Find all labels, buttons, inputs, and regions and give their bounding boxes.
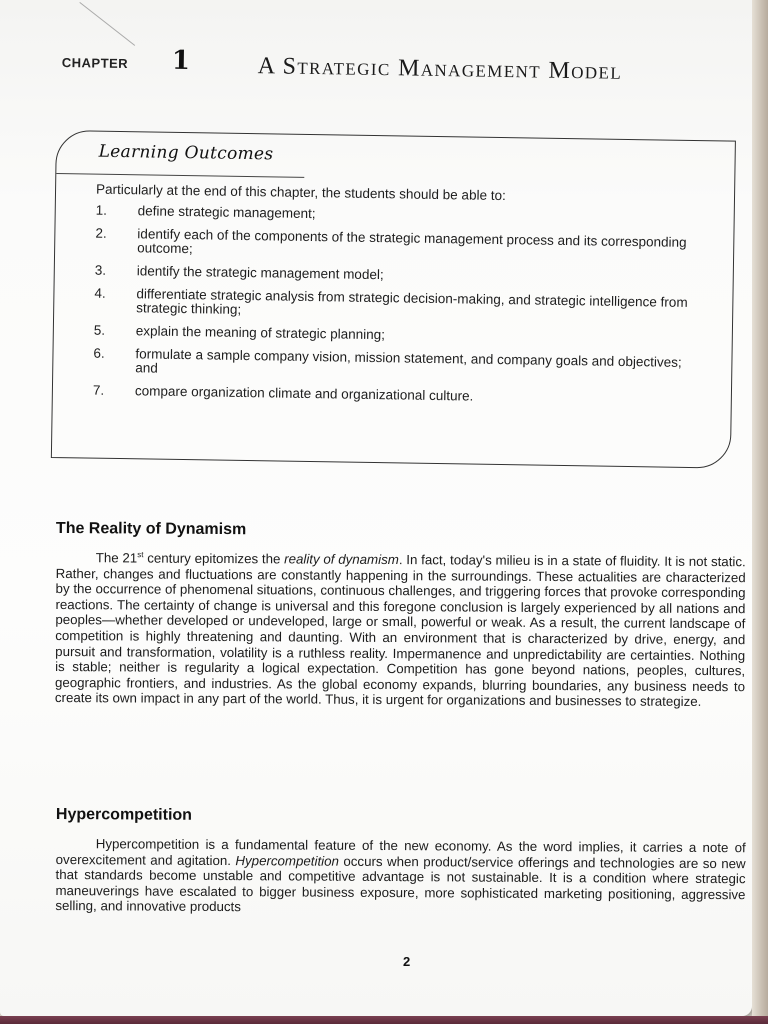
- emphasis-text: reality of dynamism: [284, 551, 399, 568]
- outcome-text: explain the meaning of strategic planning;: [135, 323, 386, 343]
- outcome-number: 4.: [94, 285, 106, 301]
- section-heading: The Reality of Dynamism: [55, 520, 247, 539]
- text-run: . In fact, today's milieu is in a state of fluidity. It is not static. Rather, changes and fluctuations are constantly happening in the surroundings. These actualities are characterized by the occurrence of phenomenal situations, continuous challenges, and triggering forces that provoke corresponding reactions. The certainty of change is universal and this foregone conclusion is largely experienced by all nations and peoples—whether developed or undeveloped, large or small, powerful or weak. As a result, the current landscape of competition is highly threatening and daunting. With an environment that is characterized by drive, energy, and pursuit and transformation, volatility is a ruthless reality. Impermanence and unpredictability are certainties. Nothing is stable; neither is regularity a logical expectation. Competition has gone beyond nations, peoples, cultures, geographic frontiers, and industries. As the global economy expands, blurring boundaries, any business needs to create its own impact in any part of the world. Thus, it is urgent for organizations and businesses to strategize.: [54, 552, 746, 710]
- book-cover-edge: [0, 1016, 768, 1024]
- section-reality-of-dynamism: [55, 520, 746, 710]
- outcome-number: 1.: [95, 202, 108, 218]
- outcome-item: [95, 264, 695, 287]
- outcome-item: [95, 227, 695, 264]
- outcome-number: 2.: [95, 225, 107, 241]
- outcome-item: [94, 324, 694, 347]
- outcome-text: identify each of the components of the strategic management process and its corresponding outcome;: [137, 226, 687, 257]
- section-paragraph: [55, 836, 745, 918]
- outcome-item: [93, 347, 693, 384]
- text-run: occurs when product/service offerings and technologies are so new that standards become unstable and competitive advantage is not sustainable. It is a condition where strategic maneuverings have escalated to bigger business exposure, more sophisticated marketing positioning, aggressive selling, and innovative products: [55, 853, 746, 915]
- outcome-number: 6.: [93, 345, 105, 361]
- outcome-text: differentiate strategic analysis from strategic decision-making, and strategic intelligence from strategic thinking;: [136, 286, 688, 317]
- heading-underline: [56, 173, 304, 178]
- page-crease: [79, 2, 135, 46]
- outcome-text: compare organization climate and organizational culture.: [134, 383, 474, 404]
- emphasis-text: Hypercompetition: [235, 852, 339, 869]
- section-paragraph: [55, 550, 746, 710]
- superscript: st: [137, 550, 144, 560]
- section-heading: Hypercompetition: [55, 806, 193, 824]
- chapter-label: CHAPTER: [61, 54, 129, 72]
- outcome-text: formulate a sample company vision, mission statement, and company goals and objectives; and: [135, 346, 682, 376]
- section-hypercompetition: [55, 806, 746, 918]
- outcome-number: 3.: [94, 262, 107, 278]
- chapter-number: 1: [171, 45, 191, 77]
- learning-outcomes-list: [93, 204, 696, 416]
- outcome-item: [93, 384, 693, 407]
- page-edge-right: [752, 0, 768, 1024]
- outcome-item: [94, 287, 694, 324]
- learning-outcomes-heading: Learning Outcomes: [98, 141, 274, 165]
- text-run: Hypercompetition is a fundamental feature of the new economy. As the word implies, it carries a note of overexcitement and agitation.: [55, 836, 746, 868]
- outcome-text: identify the strategic management model;: [136, 263, 384, 283]
- text-run: century epitomizes the: [143, 550, 285, 567]
- outcome-number: 5.: [93, 322, 106, 338]
- learning-outcomes-intro: Particularly at the end of this chapter, the students should be able to:: [95, 181, 506, 204]
- chapter-header: [61, 45, 742, 111]
- outcome-item: [96, 204, 696, 227]
- page-number: 2: [403, 954, 411, 969]
- learning-outcomes-box: [51, 130, 736, 469]
- outcome-text: define strategic management;: [137, 203, 316, 222]
- outcome-number: 7.: [92, 382, 105, 398]
- text-run: The 21: [95, 550, 138, 566]
- chapter-title: A Strategic Management Model: [257, 53, 623, 85]
